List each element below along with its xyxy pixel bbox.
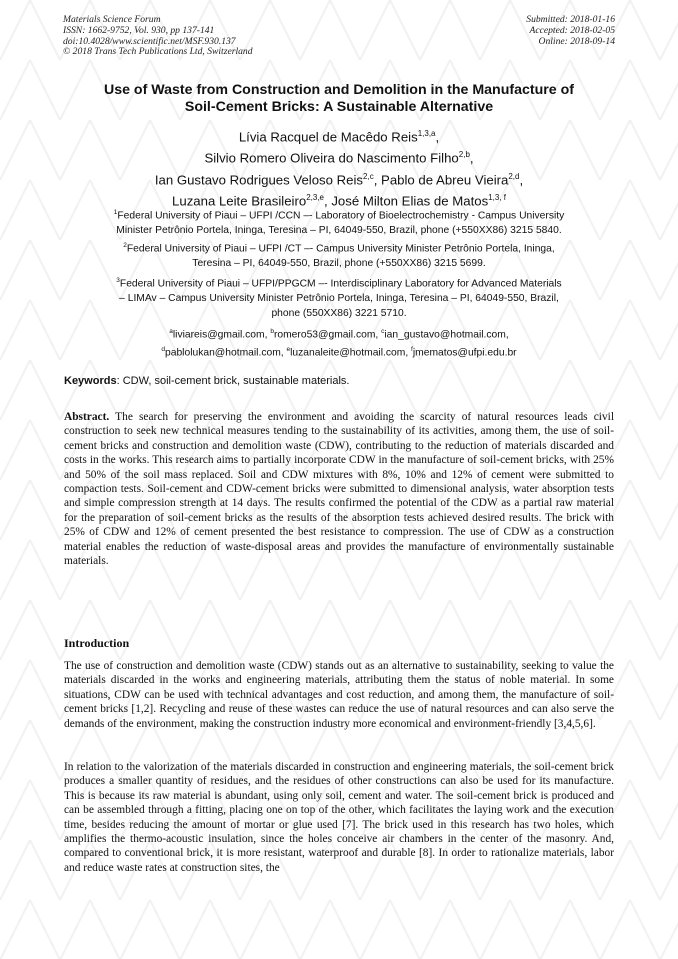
author-affil-sup: 2,d xyxy=(508,171,520,181)
affiliation-sup: 3 xyxy=(116,277,120,284)
affiliation-text: Federal University of Piaui – UFPI/PPGCM –- Interdisciplinary Laboratory for Advanced Materials xyxy=(119,278,562,290)
email-address: ian_gustavo@hotmail.com, xyxy=(384,329,509,341)
affiliation-line: phone (550XX86) 3221 5710. xyxy=(271,308,407,320)
email-address: romero53@gmail.com, xyxy=(273,329,382,341)
affiliation-1 xyxy=(62,205,616,238)
email-address: liviareis@gmail.com, xyxy=(172,329,271,341)
affiliation-line xyxy=(62,205,616,223)
keywords xyxy=(64,375,350,387)
author-line-4: Luzana Leite Brasileiro$^{2,3,e}$, José Milton Elias de Matos$^{1,3, f}$ xyxy=(172,193,506,209)
copyright-line: © 2018 Trans Tech Publications Ltd, Switzerland xyxy=(63,46,253,58)
issn-line: ISSN: 1662-9752, Vol. 930, pp 137-141 xyxy=(63,24,215,36)
email-sup: c xyxy=(381,328,385,335)
email-address: luzanaleite@hotmail.com, xyxy=(290,347,412,359)
affiliation-3 xyxy=(62,273,616,321)
journal-info xyxy=(63,15,253,58)
email-sup: a xyxy=(169,328,173,335)
online-date: Online: 2018-09-14 xyxy=(538,35,615,47)
affiliation-line xyxy=(62,273,616,291)
author-affil-sup: 2,c xyxy=(363,171,374,181)
email-sup: d xyxy=(161,346,165,354)
abstract-label: Abstract. xyxy=(64,411,110,423)
submitted-date: Submitted: 2018-01-16 xyxy=(526,14,615,25)
journal-name: Materials Science Forum xyxy=(63,14,161,25)
email-list xyxy=(62,324,616,361)
author-line-3: Ian Gustavo Rodrigues Veloso Reis$^{2,c}$, Pablo de Abreu Vieira$^{2,d}$, xyxy=(154,171,524,188)
affiliation-text: Federal University of Piaui – UFPI /CT –- Campus University Minister Petrônio Portela, Ininga, xyxy=(126,243,555,255)
section-heading-introduction: Introduction xyxy=(64,636,130,650)
email-sup: f xyxy=(411,346,413,354)
email-address: pablolukan@hotmail.com, xyxy=(165,347,287,359)
author-affil-sup: 1,3, f xyxy=(488,193,506,203)
author-line-2: Silvio Romero Oliveira do Nascimento Filho$^{2,b}$, xyxy=(204,150,474,166)
abstract-text: The search for preserving the environment and avoiding the scarcity of natural resources leads civil construction to seek new technical measures tending to the sustainability of its activities, among them, the use of soil-cement bricks and construction and demolition waste (CDW), contributing to the reduction of materials discarded and costs in the works. This research aims to partially incorporate CDW in the manufacture of soil-cement bricks, with 25% and 50% of the soil mass replaced. Soil and CDW mixtures with 8%, 10% and 12% of cement were submitted to compaction tests. Soil-cement and CDW-cement bricks were submitted to dimensional analysis, water absorption tests and simple compression strength at 14 days. The results confirmed the potential of the CDW as a partial raw material for the preparation of soil-cement bricks as the results of the absorption tests achieved desired results. The brick with 25% of CDW and 12% of cement presented the best resistance to compression. The use of CDW as a construction material enables the reduction of waste-disposal areas and provides the manufacture of environmentally sustainable materials. xyxy=(64,411,614,568)
email-address: jmematos@ufpi.edu.br xyxy=(412,347,517,359)
affiliation-sup: 2 xyxy=(123,242,127,249)
affiliation-sup: 1 xyxy=(113,209,118,216)
email-line-2 xyxy=(62,342,616,360)
email-sup: b xyxy=(270,328,274,335)
paper-title xyxy=(50,82,628,116)
abstract xyxy=(64,410,614,568)
email-sup: e xyxy=(286,346,291,354)
author-affil-sup: 2,b xyxy=(458,150,470,160)
affiliation-2 xyxy=(62,238,616,271)
email-line-1 xyxy=(62,324,616,342)
affiliation-line: – LIMAv – Campus University Minister Petrônio Portela, Ininga, Teresina – PI, 64049-550, Brazil, xyxy=(119,293,559,305)
affiliation-line: Teresina – PI, 64049-550, Brazil, phone (+550XX86) 3215 5699. xyxy=(192,258,486,270)
keywords-text: : CDW, soil-cement brick, sustainable materials. xyxy=(116,375,350,387)
author-name: José Milton Elias de Matos xyxy=(331,193,489,209)
author-name: Ian Gustavo Rodrigues Veloso Reis xyxy=(154,172,364,188)
keywords-label: Keywords xyxy=(64,375,117,387)
author-affil-sup: 2,3,e xyxy=(306,193,324,203)
affiliation-line: Minister Petrônio Portela, Ininga, Teresina – PI, 64049-550, Brazil, phone (+550XX86) 3215 5840. xyxy=(116,225,562,237)
author-name: Pablo de Abreu Vieira xyxy=(381,172,509,188)
title-line-1: Use of Waste from Construction and Demolition in the Manufacture of xyxy=(103,82,575,98)
accepted-date: Accepted: 2018-02-05 xyxy=(529,24,615,36)
introduction-paragraph-2: In relation to the valorization of the materials discarded in construction and engineering materials, the soil-cement brick produces a smaller quantity of residues, and the residues of other constructions can also be used for its manufacture. This is because its raw material is abundant, using only soil, cement and water. The soil-cement brick is produced and can be assembled through a fitting, placing one on top of the other, which facilitates the laying work and the execution time, besides reducing the amount of mortar or glue used [7]. The brick used in this research has two holes, which amplifies the thermo-acoustic insulation, since the holes conceive air chambers in the center of the masonry. And, compared to conventional brick, it is more resistant, waterproof and durable [8]. In order to rationalize materials, labor and reduce waste rates at construction sites, the xyxy=(64,761,614,874)
author-name: Lívia Racquel de Macêdo Reis xyxy=(238,129,418,145)
affiliation-text: Federal University of Piaui – UFPI /CCN –- Laboratory of Bioelectrochemistry - Campus University xyxy=(117,210,565,222)
doi-line: doi:10.4028/www.scientific.net/MSF.930.137 xyxy=(63,35,236,47)
author-list xyxy=(40,125,638,211)
introduction-paragraph-1: The use of construction and demolition waste (CDW) stands out as an alternative to sustainability, seeking to value the materials discarded in the works and engineering materials, attributing them the status of noble material. In some situations, CDW can be used with technical advantages and cost reduction, and among them, the manufacture of soil-cement bricks [1,2]. Recycling and reuse of these wastes can reduce the use of natural resources and can also serve the demands of the environment, making the construction industry more economical and environment-friendly [3,4,5,6]. xyxy=(64,660,614,730)
author-name: Silvio Romero Oliveira do Nascimento Filho xyxy=(204,150,459,166)
title-line-2: Soil-Cement Bricks: A Sustainable Alternative xyxy=(184,99,494,115)
publication-dates xyxy=(526,15,615,47)
affiliation-line xyxy=(62,238,616,256)
author-name: Luzana Leite Brasileiro xyxy=(172,193,307,209)
author-line-1: Lívia Racquel de Macêdo Reis$^{1,3,a}$, xyxy=(238,129,440,145)
author-affil-sup: 1,3,a xyxy=(417,129,436,138)
